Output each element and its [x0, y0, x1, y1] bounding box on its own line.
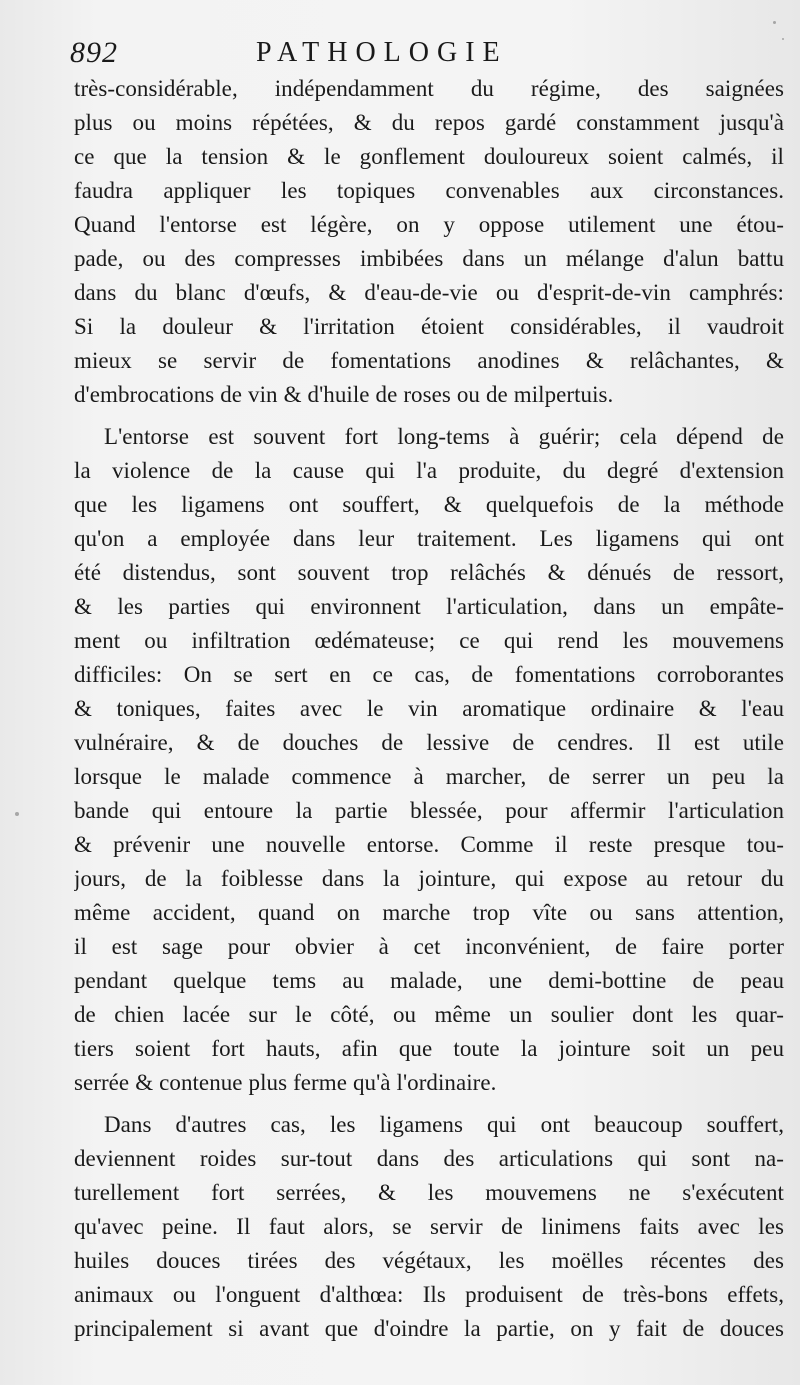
text-line: que les ligamens ont souffert, & quelquefois de la méthode [74, 492, 784, 517]
text-line: qu'avec peine. Il faut alors, se servir de linimens faits avec les [74, 1214, 784, 1239]
text-line: tiers soient fort hauts, afin que toute la jointure soit un peu [74, 1036, 784, 1061]
text-line: serrée & contenue plus ferme qu'à l'ordinaire. [74, 1070, 497, 1095]
text-line: deviennent roides sur-tout dans des articulations qui sont na- [74, 1146, 784, 1171]
text-line: il est sage pour obvier à cet inconvénient, de faire porter [74, 934, 784, 959]
text-line: Si la douleur & l'irritation étoient considérables, il vaudroit [74, 314, 784, 339]
paragraph-gap [74, 412, 784, 420]
text-line: Dans d'autres cas, les ligamens qui ont beaucoup souffert, [104, 1112, 784, 1137]
text-line: ce que la tension & le gonflement douloureux soient calmés, il [74, 144, 784, 169]
text-line: qu'on a employée dans leur traitement. Les ligamens qui ont [74, 526, 784, 551]
text-line: la violence de la cause qui l'a produite, du degré d'extension [74, 458, 784, 483]
text-line: même accident, quand on marche trop vîte ou sans attention, [74, 900, 784, 925]
text-line: plus ou moins répétées, & du repos gardé constamment jusqu'à [74, 110, 784, 135]
text-line: & les parties qui environnent l'articulation, dans un empâte- [74, 594, 784, 619]
text-line: dans du blanc d'œufs, & d'eau-de-vie ou d'esprit-de-vin camphrés: [74, 280, 784, 305]
text-line: d'embrocations de vin & d'huile de roses ou de milpertuis. [74, 382, 614, 407]
ink-speck [15, 812, 19, 816]
text-line: & toniques, faites avec le vin aromatique ordinaire & l'eau [74, 696, 784, 721]
paragraph-1 [74, 72, 784, 412]
text-line: huiles douces tirées des végétaux, les moëlles récentes des [74, 1248, 784, 1273]
page-header [70, 30, 770, 76]
paragraph-2 [74, 420, 784, 1100]
ink-speck [782, 38, 784, 40]
page-number: 892 [70, 36, 118, 69]
text-line: pade, ou des compresses imbibées dans un mélange d'alun battu [74, 246, 784, 271]
text-line: principalement si avant que d'oindre la partie, on y fait de douces [74, 1316, 784, 1341]
text-line: animaux ou l'onguent d'althœa: Ils produisent de très-bons effets, [74, 1282, 784, 1307]
paragraph-gap [74, 1100, 784, 1108]
paragraph-3 [74, 1108, 784, 1346]
text-line: été distendus, sont souvent trop relâchés & dénués de ressort, [74, 560, 784, 585]
text-line: difficiles: On se sert en ce cas, de fomentations corroborantes [74, 662, 784, 687]
text-line: bande qui entoure la partie blessée, pour affermir l'articulation [74, 798, 784, 823]
text-line: L'entorse est souvent fort long-tems à guérir; cela dépend de [104, 424, 784, 449]
text-line: ment ou infiltration œdémateuse; ce qui rend les mouvemens [74, 628, 784, 653]
text-line: de chien lacée sur le côté, ou même un soulier dont les quar- [74, 1002, 784, 1027]
body-text [74, 72, 784, 1346]
running-head: PATHOLOGIE [256, 37, 508, 68]
text-line: faudra appliquer les topiques convenables aux circonstances. [74, 178, 784, 203]
text-line: pendant quelque tems au malade, une demi-bottine de peau [74, 968, 784, 993]
text-line: très-considérable, indépendamment du régime, des saignées [74, 76, 784, 101]
text-line: vulnéraire, & de douches de lessive de cendres. Il est utile [74, 730, 784, 755]
text-line: Quand l'entorse est légère, on y oppose utilement une étou- [74, 212, 784, 237]
text-line: turellement fort serrées, & les mouvemens ne s'exécutent [74, 1180, 784, 1205]
text-line: & prévenir une nouvelle entorse. Comme il reste presque tou- [74, 832, 784, 857]
text-line: mieux se servir de fomentations anodines & relâchantes, & [74, 348, 784, 373]
text-line: jours, de la foiblesse dans la jointure, qui expose au retour du [74, 866, 784, 891]
text-line: lorsque le malade commence à marcher, de serrer un peu la [74, 764, 784, 789]
ink-speck [773, 21, 776, 24]
